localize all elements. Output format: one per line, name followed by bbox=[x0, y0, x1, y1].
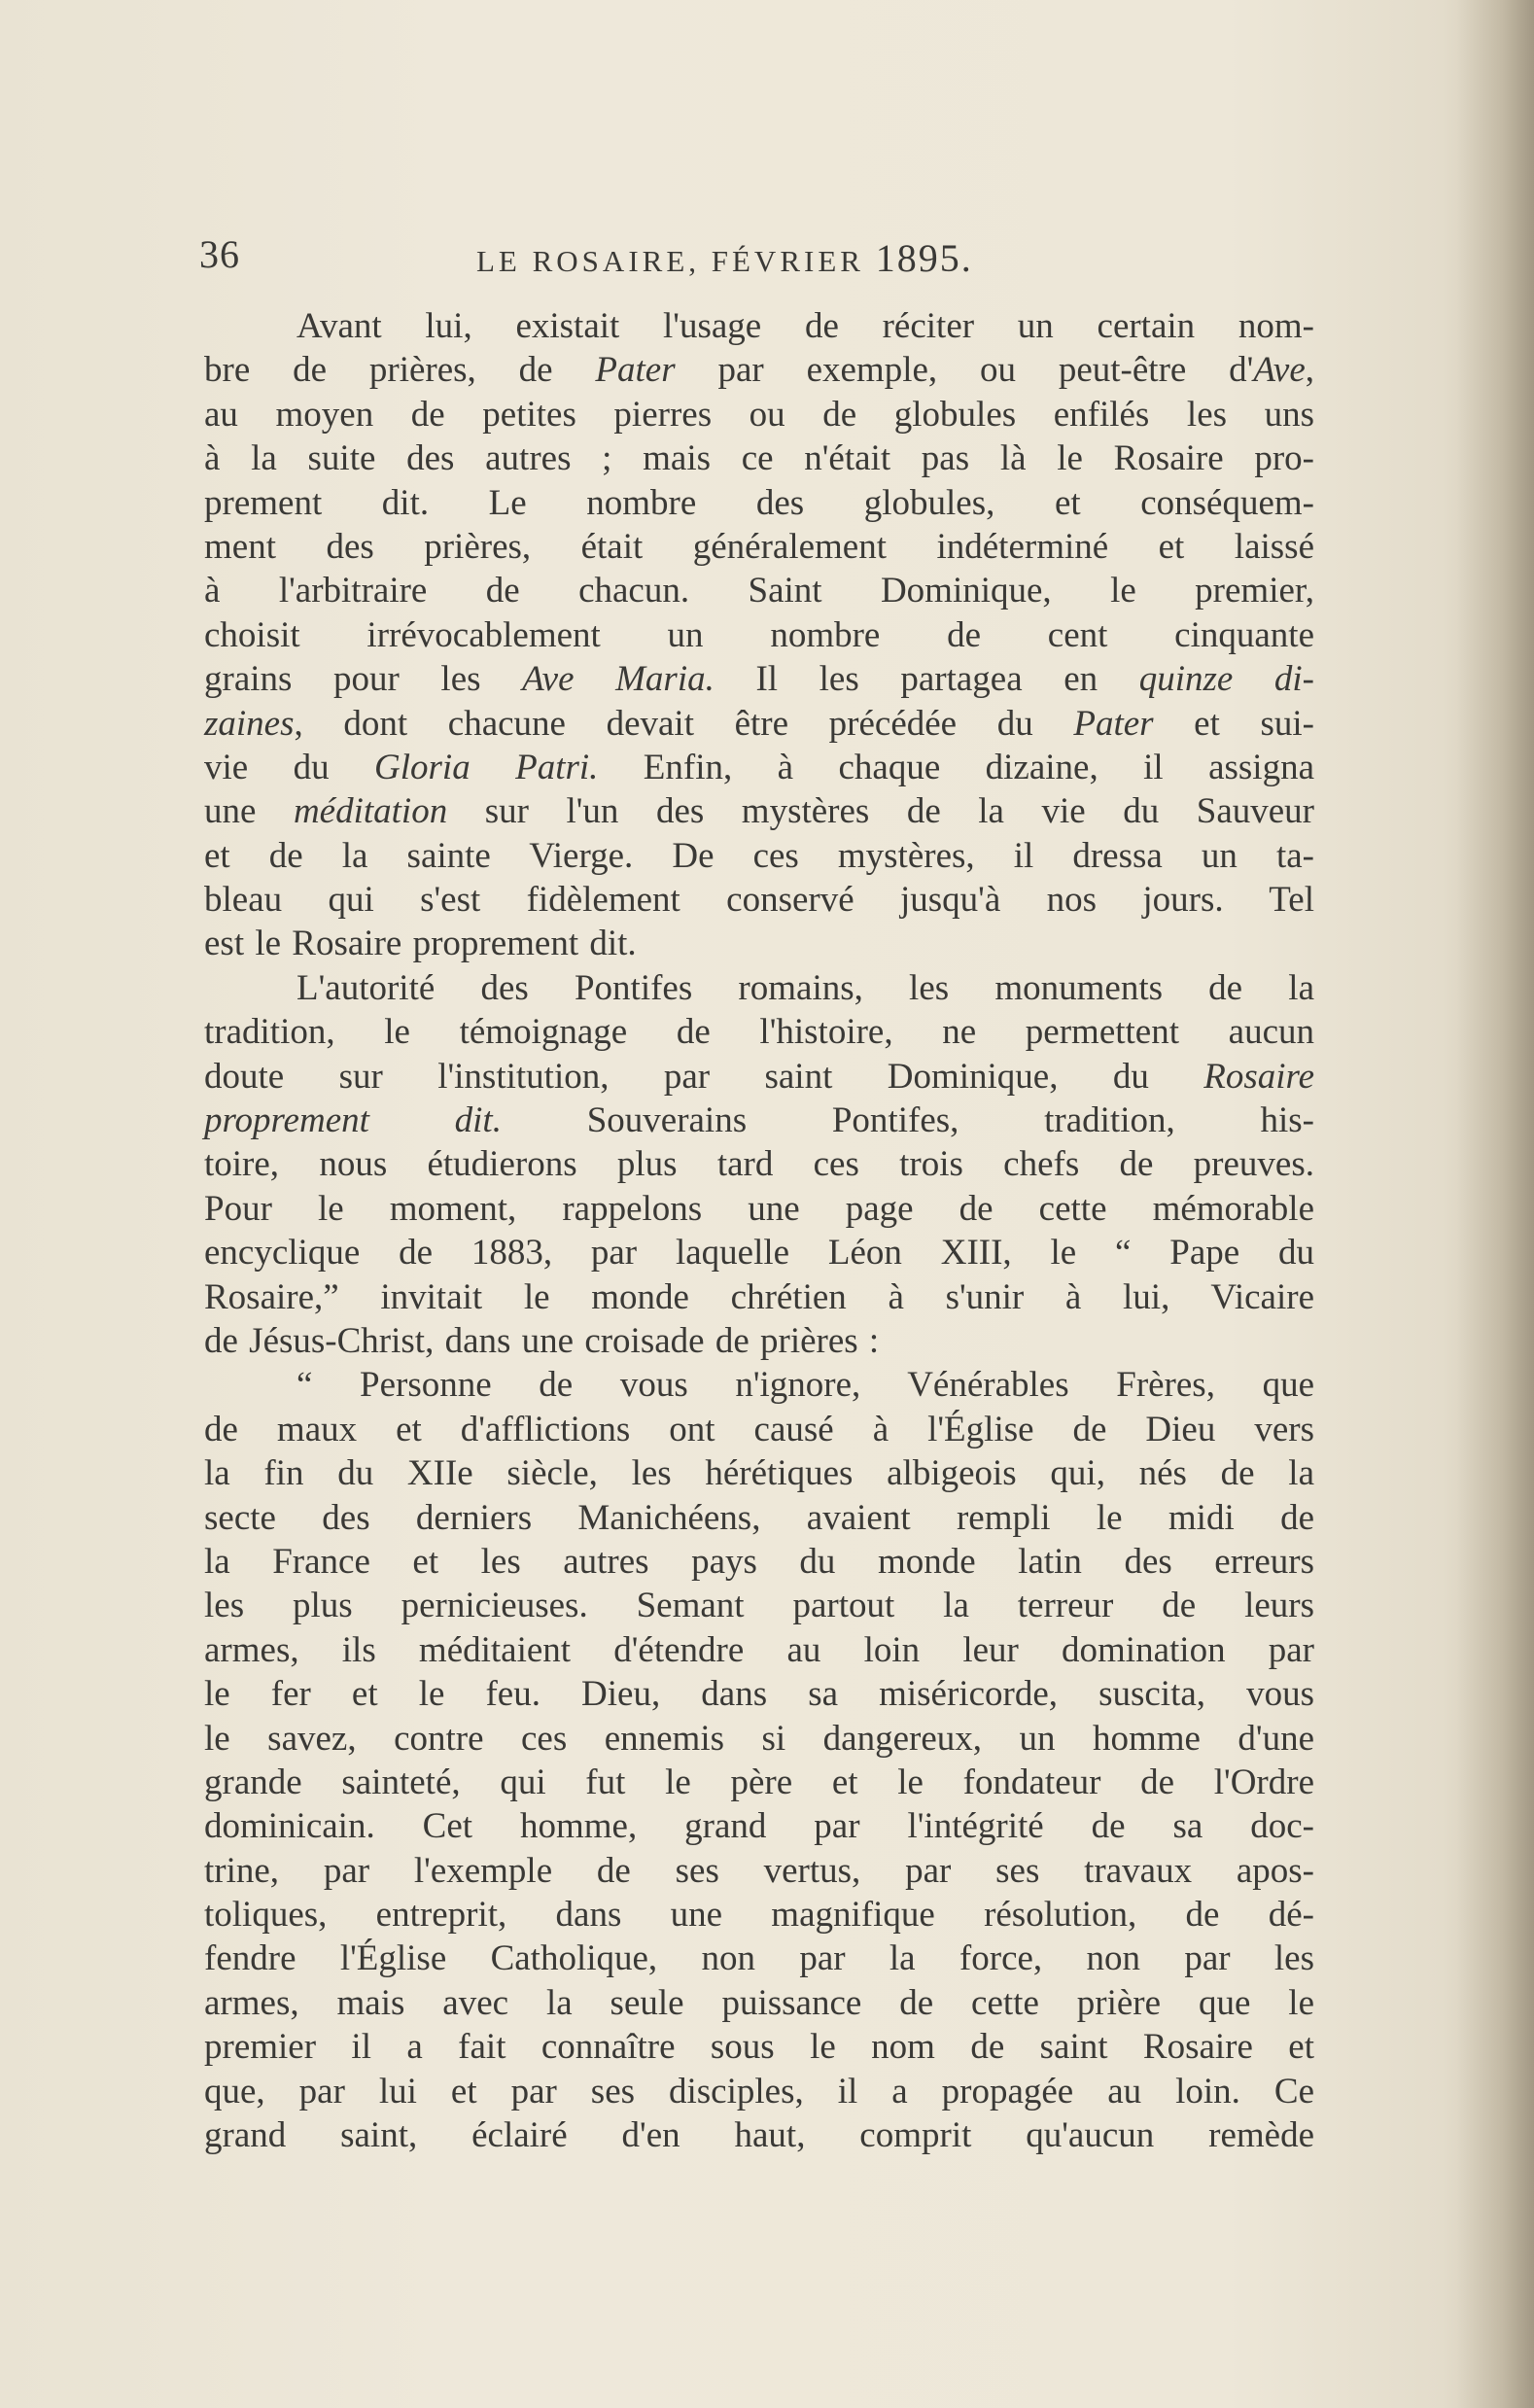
text-line: est le Rosaire proprement dit. bbox=[204, 924, 637, 964]
text-line: grand saint, éclairé d'en haut, comprit qu'aucun remède bbox=[204, 2115, 1314, 2156]
text-line: prement dit. Le nombre des globules, et conséquem- bbox=[204, 482, 1314, 523]
running-title-text: LE ROSAIRE, FÉVRIER bbox=[476, 244, 864, 278]
text-line: à l'arbitraire de chacun. Saint Dominique, le premier, bbox=[204, 571, 1314, 611]
text-line: proprement dit. Souverains Pontifes, tradition, his- bbox=[204, 1100, 1314, 1141]
text-line: et de la sainte Vierge. De ces mystères, il dressa un ta- bbox=[204, 835, 1314, 876]
text-line: bleau qui s'est fidèlement conservé jusqu'à nos jours. Tel bbox=[204, 880, 1314, 921]
text-line: secte des derniers Manichéens, avaient rempli le midi de bbox=[204, 1497, 1314, 1538]
body-text bbox=[204, 304, 1314, 2157]
text-line: grande sainteté, qui fut le père et le fondateur de l'Ordre bbox=[204, 1762, 1314, 1802]
text-line: premier il a fait connaître sous le nom de saint Rosaire et bbox=[204, 2027, 1314, 2068]
text-line: bre de prières, de Pater par exemple, ou peut-être d'Ave, bbox=[204, 350, 1314, 391]
text-line: vie du Gloria Patri. Enfin, à chaque dizaine, il assigna bbox=[204, 747, 1315, 787]
running-header bbox=[199, 231, 1055, 290]
running-title bbox=[476, 235, 973, 281]
text-line: à la suite des autres ; mais ce n'était pas là le Rosaire pro- bbox=[204, 438, 1314, 479]
text-line: Rosaire,” invitait le monde chrétien à s'unir à lui, Vicaire bbox=[204, 1276, 1314, 1317]
text-line: doute sur l'institution, par saint Dominique, du Rosaire bbox=[204, 1056, 1314, 1097]
text-line: armes, ils méditaient d'étendre au loin leur domination par bbox=[204, 1629, 1314, 1670]
text-line: Avant lui, existait l'usage de réciter un certain nom- bbox=[296, 306, 1314, 346]
text-line: grains pour les Ave Maria. Il les partagea en quinze di- bbox=[204, 659, 1315, 700]
text-line: Pour le moment, rappelons une page de cette mémorable bbox=[204, 1188, 1314, 1229]
running-title-year: 1895. bbox=[875, 236, 973, 280]
text-line: la fin du XIIe siècle, les hérétiques albigeois qui, nés de la bbox=[204, 1453, 1314, 1494]
text-line: choisit irrévocablement un nombre de cent cinquante bbox=[204, 614, 1314, 655]
text-line: L'autorité des Pontifes romains, les monuments de la bbox=[296, 967, 1314, 1008]
text-line: le savez, contre ces ennemis si dangereux, un homme d'une bbox=[204, 1718, 1314, 1759]
text-line: toire, nous étudierons plus tard ces trois chefs de preuves. bbox=[204, 1144, 1314, 1185]
text-line: au moyen de petites pierres ou de globules enfilés les uns bbox=[204, 394, 1314, 435]
text-line: de Jésus-Christ, dans une croisade de prières : bbox=[204, 1320, 880, 1361]
text-line: “ Personne de vous n'ignore, Vénérables Frères, que bbox=[296, 1365, 1314, 1406]
text-line: armes, mais avec la seule puissance de cette prière que le bbox=[204, 1982, 1314, 2023]
page-edge-shadow bbox=[1456, 0, 1534, 2408]
text-line: la France et les autres pays du monde latin des erreurs bbox=[204, 1541, 1314, 1582]
text-line: que, par lui et par ses disciples, il a propagée au loin. Ce bbox=[204, 2071, 1314, 2111]
text-line: zaines, dont chacune devait être précédée du Pater et sui- bbox=[204, 703, 1314, 744]
text-line: une méditation sur l'un des mystères de la vie du Sauveur bbox=[204, 791, 1314, 832]
text-line: le fer et le feu. Dieu, dans sa miséricorde, suscita, vous bbox=[204, 1674, 1314, 1715]
text-line: de maux et d'afflictions ont causé à l'Église de Dieu vers bbox=[204, 1409, 1314, 1449]
text-line: toliques, entreprit, dans une magnifique résolution, de dé- bbox=[204, 1895, 1314, 1936]
text-line: dominicain. Cet homme, grand par l'intégrité de sa doc- bbox=[204, 1806, 1314, 1847]
text-line: les plus pernicieuses. Semant partout la terreur de leurs bbox=[204, 1586, 1314, 1626]
text-line: fendre l'Église Catholique, non par la force, non par les bbox=[204, 1938, 1314, 1979]
text-line: tradition, le témoignage de l'histoire, ne permettent aucun bbox=[204, 1012, 1314, 1053]
text-line: ment des prières, était généralement indéterminé et laissé bbox=[204, 526, 1314, 567]
text-line: encyclique de 1883, par laquelle Léon XIII, le “ Pape du bbox=[204, 1233, 1314, 1274]
text-line: trine, par l'exemple de ses vertus, par ses travaux apos- bbox=[204, 1850, 1314, 1891]
page-number: 36 bbox=[199, 232, 240, 276]
